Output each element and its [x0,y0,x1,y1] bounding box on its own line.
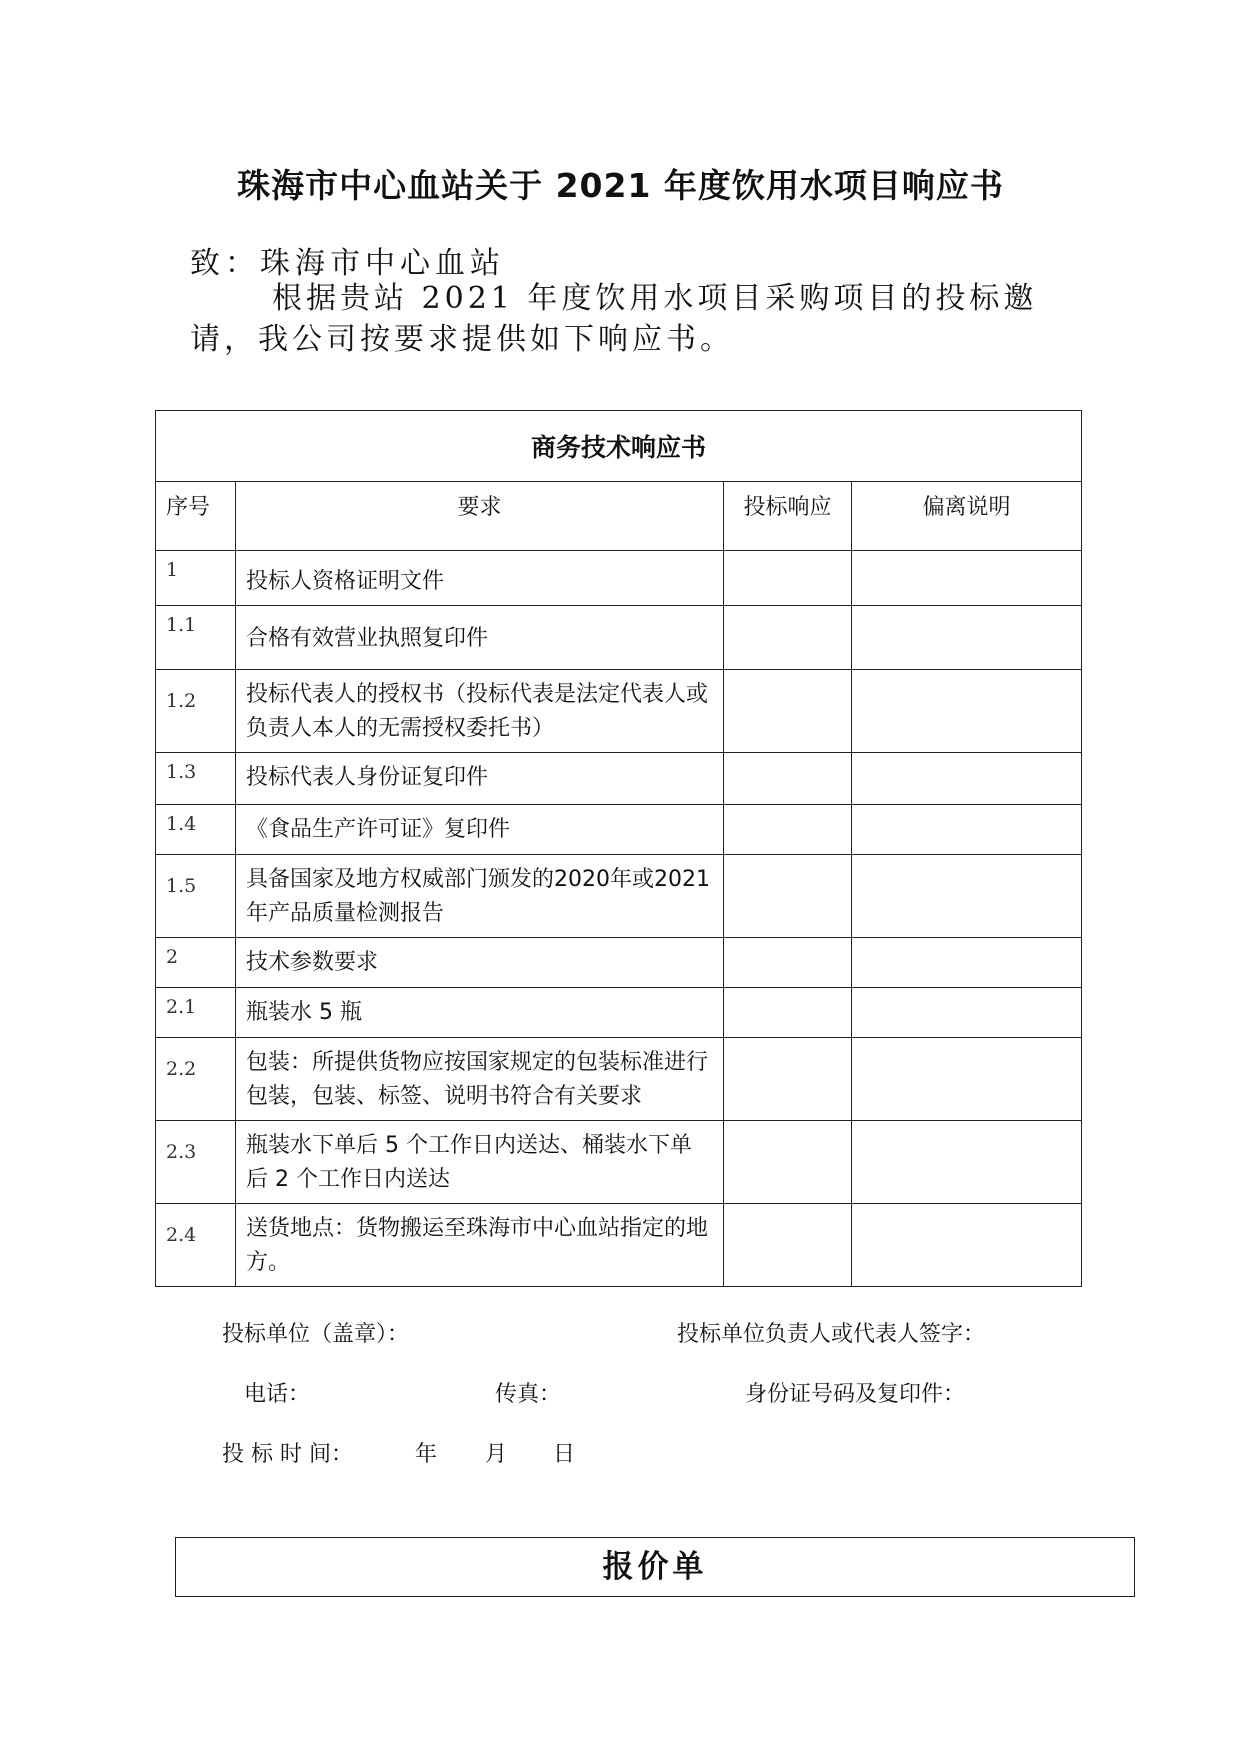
bid-response-cell[interactable] [724,1038,852,1121]
row-number: 1.5 [156,855,236,938]
bid-response-cell[interactable] [724,988,852,1038]
row-requirement: 瓶装水 5 瓶 [236,988,724,1038]
row-number: 1.3 [156,753,236,805]
table-row [156,670,1082,753]
row-requirement: 技术参数要求 [236,938,724,988]
row-number: 1.2 [156,670,236,753]
table-header-row [156,482,1082,551]
row-requirement: 投标代表人的授权书（投标代表是法定代表人或负责人本人的无需授权委托书） [236,670,724,753]
table-row [156,1038,1082,1121]
bid-response-cell[interactable] [724,753,852,805]
row-requirement: 送货地点：货物搬运至珠海市中心血站指定的地方。 [236,1204,724,1287]
row-requirement: 合格有效营业执照复印件 [236,606,724,670]
deviation-cell[interactable] [852,988,1082,1038]
table-row [156,988,1082,1038]
deviation-cell[interactable] [852,753,1082,805]
bid-response-cell[interactable] [724,670,852,753]
day-label: 日 [553,1442,576,1467]
row-number: 1.4 [156,805,236,855]
deviation-cell[interactable] [852,805,1082,855]
row-number: 2.2 [156,1038,236,1121]
bid-response-cell[interactable] [724,938,852,988]
column-header-bid-response: 投标响应 [724,482,852,551]
table-caption-row [156,411,1082,482]
row-requirement: 投标代表人身份证复印件 [236,753,724,805]
row-requirement: 具备国家及地方权威部门颁发的2020年或2021年产品质量检测报告 [236,855,724,938]
deviation-cell[interactable] [852,1121,1082,1204]
table-row [156,938,1082,988]
deviation-cell[interactable] [852,1204,1082,1287]
month-label: 月 [485,1442,508,1467]
bid-time-label: 投 标 时 间： [222,1442,353,1467]
row-number: 2.3 [156,1121,236,1204]
deviation-cell[interactable] [852,855,1082,938]
row-number: 2.1 [156,988,236,1038]
fax-label: 传真： [495,1382,562,1407]
row-requirement: 瓶装水下单后 5 个工作日内送达、桶装水下单后 2 个工作日内送达 [236,1121,724,1204]
salutation: 致：珠海市中心血站 [190,246,505,281]
response-table [155,410,1082,1287]
id-card-label: 身份证号码及复印件： [745,1382,966,1407]
column-header-requirement: 要求 [236,482,724,551]
deviation-cell[interactable] [852,1038,1082,1121]
table-row [156,551,1082,606]
document-title: 珠海市中心血站关于 2021 年度饮用水项目响应书 [237,166,1004,205]
deviation-cell[interactable] [852,606,1082,670]
column-header-deviation: 偏离说明 [852,482,1082,551]
bid-response-cell[interactable] [724,1204,852,1287]
year-label: 年 [415,1442,438,1467]
bid-response-cell[interactable] [724,855,852,938]
table-row [156,855,1082,938]
row-number: 1 [156,551,236,606]
table-caption: 商务技术响应书 [156,411,1082,482]
table-row [156,805,1082,855]
table-row [156,606,1082,670]
row-requirement: 投标人资格证明文件 [236,551,724,606]
row-number: 2 [156,938,236,988]
bid-response-cell[interactable] [724,1121,852,1204]
row-requirement: 包装：所提供货物应按国家规定的包装标准进行包装，包装、标签、说明书符合有关要求 [236,1038,724,1121]
table-row [156,1204,1082,1287]
bidder-unit-label: 投标单位（盖章）： [222,1322,410,1347]
phone-label: 电话： [244,1382,311,1407]
quote-section-title: 报价单 [175,1537,1135,1597]
row-number: 1.1 [156,606,236,670]
bid-response-cell[interactable] [724,606,852,670]
deviation-cell[interactable] [852,551,1082,606]
bid-response-cell[interactable] [724,551,852,606]
row-requirement: 《食品生产许可证》复印件 [236,805,724,855]
column-header-number: 序号 [156,482,236,551]
table-row [156,1121,1082,1204]
row-number: 2.4 [156,1204,236,1287]
deviation-cell[interactable] [852,670,1082,753]
table-row [156,753,1082,805]
deviation-cell[interactable] [852,938,1082,988]
bid-response-cell[interactable] [724,805,852,855]
intro-paragraph: 根据贵站 2021 年度饮用水项目采购项目的投标邀请，我公司按要求提供如下响应书。 [190,281,1038,357]
bidder-signature-label: 投标单位负责人或代表人签字： [677,1322,986,1347]
